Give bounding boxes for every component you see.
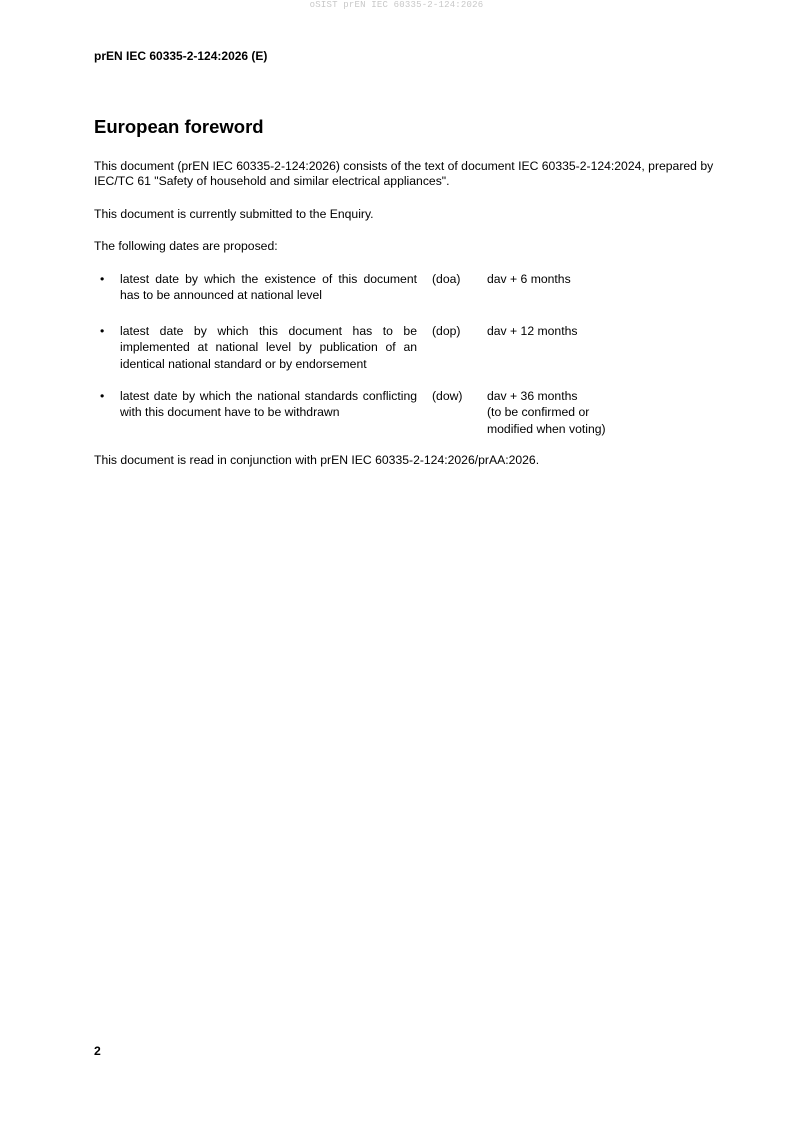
date-value bbox=[487, 388, 707, 437]
date-abbreviation: (dow) bbox=[432, 389, 463, 403]
date-value-line: dav + 36 months bbox=[487, 389, 578, 403]
date-value-line: dav + 6 months bbox=[487, 272, 571, 286]
watermark: oSIST prEN IEC 60335-2-124:2026 bbox=[309, 0, 484, 10]
document-header-id: prEN IEC 60335-2-124:2026 (E) bbox=[94, 49, 268, 63]
date-value-line: modified when voting) bbox=[487, 421, 606, 436]
foreword-paragraph-dates-intro: The following dates are proposed: bbox=[94, 239, 278, 253]
date-value-line: dav + 12 months bbox=[487, 324, 578, 338]
date-value-line: (to be confirmed or bbox=[487, 405, 590, 420]
bullet-icon: • bbox=[100, 272, 105, 286]
date-description: latest date by which the existence of this document has to be announced at national level bbox=[120, 272, 417, 303]
page-title: European foreword bbox=[94, 116, 264, 137]
date-value bbox=[487, 323, 707, 339]
date-value bbox=[487, 271, 707, 287]
foreword-paragraph-conjunction: This document is read in conjunction with prEN IEC 60335-2-124:2026/prAA:2026. bbox=[94, 453, 540, 467]
date-description: latest date by which the national standards conflicting with this document have to be withdrawn bbox=[120, 389, 417, 420]
foreword-paragraph-intro: This document (prEN IEC 60335-2-124:2026) consists of the text of document IEC 60335-2-124:2024, prepared by IEC/TC 61 "Safety of household and similar electrical appliances". bbox=[94, 159, 714, 189]
page-number: 2 bbox=[94, 1044, 101, 1058]
bullet-icon: • bbox=[100, 389, 105, 403]
date-abbreviation: (doa) bbox=[432, 272, 461, 286]
date-description: latest date by which this document has to be implemented at national level by publication of an identical national standard or by endorsement bbox=[120, 324, 417, 371]
foreword-paragraph-enquiry: This document is currently submitted to the Enquiry. bbox=[94, 207, 374, 221]
bullet-icon: • bbox=[100, 324, 105, 338]
date-abbreviation: (dop) bbox=[432, 324, 461, 338]
